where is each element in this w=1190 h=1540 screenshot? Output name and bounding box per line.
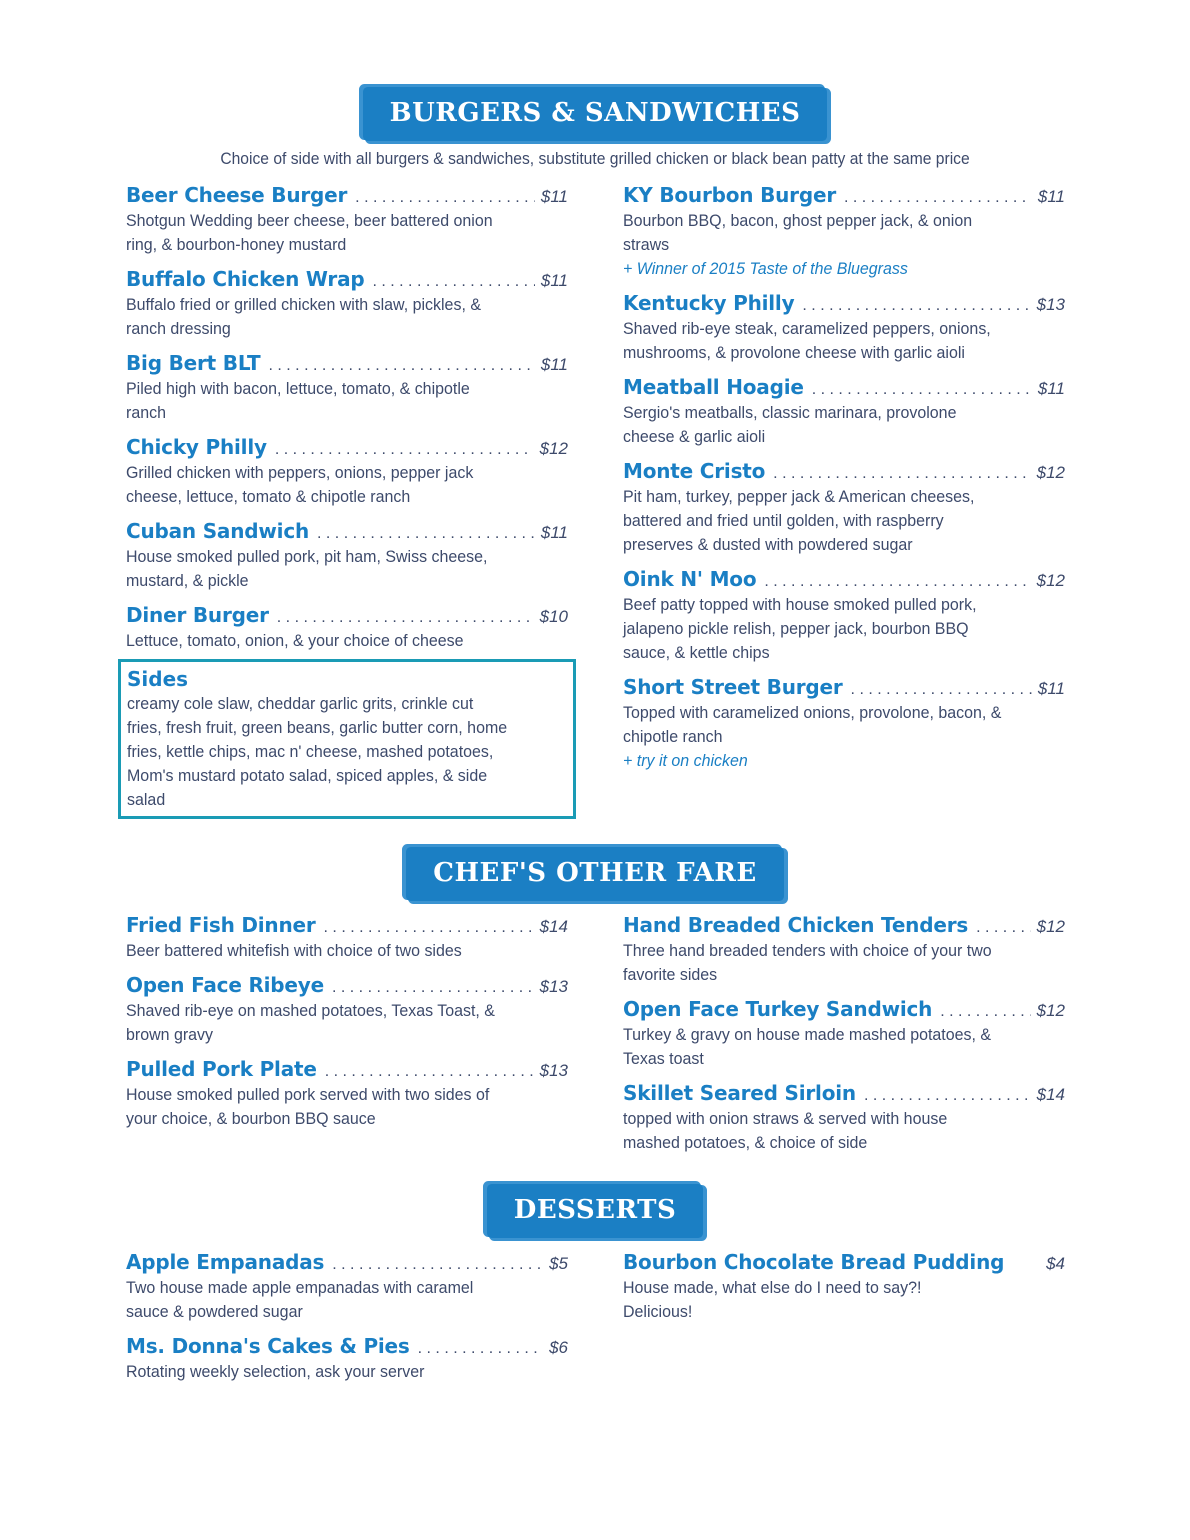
leader-dots bbox=[324, 919, 534, 937]
menu-item bbox=[623, 1250, 1065, 1324]
item-note: + try it on chicken bbox=[623, 751, 748, 770]
burgers-left-column bbox=[126, 183, 568, 819]
item-price: $11 bbox=[540, 271, 568, 290]
item-name: Open Face Ribeye bbox=[126, 973, 324, 997]
menu-item bbox=[126, 1334, 568, 1384]
item-price: $11 bbox=[1037, 379, 1065, 398]
item-description: House smoked pulled pork served with two sides of your choice, & bourbon BBQ sauce bbox=[126, 1085, 490, 1128]
item-description: House smoked pulled pork, pit ham, Swiss cheese, mustard, & pickle bbox=[126, 547, 488, 590]
item-price: $14 bbox=[1036, 1085, 1065, 1104]
item-name: Apple Empanadas bbox=[126, 1250, 325, 1274]
item-description: Pit ham, turkey, pepper jack & American cheeses, battered and fried until golden, with raspberry preserves & dusted with powdered sugar bbox=[623, 487, 975, 554]
item-price: $11 bbox=[1037, 679, 1065, 698]
item-name: Bourbon Chocolate Bread Pudding bbox=[623, 1250, 1005, 1274]
item-name: Chicky Philly bbox=[126, 435, 267, 459]
chefs-left-column bbox=[126, 913, 568, 1141]
menu-item bbox=[623, 1081, 1065, 1155]
item-price: $12 bbox=[1036, 463, 1065, 482]
item-description: Turkey & gravy on house made mashed potatoes, & Texas toast bbox=[623, 1025, 992, 1068]
menu-item bbox=[126, 603, 568, 653]
leader-dots bbox=[418, 1340, 543, 1358]
menu-item bbox=[126, 519, 568, 593]
item-price: $12 bbox=[1036, 571, 1065, 590]
leader-dots bbox=[325, 1063, 534, 1081]
menu-item bbox=[126, 183, 568, 257]
item-name: Short Street Burger bbox=[623, 675, 843, 699]
leader-dots bbox=[355, 189, 535, 207]
item-price: $13 bbox=[1036, 295, 1065, 314]
leader-dots bbox=[802, 297, 1030, 315]
sides-title: Sides bbox=[127, 667, 189, 691]
chefs-right-column bbox=[623, 913, 1065, 1165]
item-price: $12 bbox=[1036, 1001, 1065, 1020]
menu-item bbox=[126, 351, 568, 425]
menu-item bbox=[126, 973, 568, 1047]
item-price: $11 bbox=[540, 355, 568, 374]
menu-item bbox=[126, 267, 568, 341]
menu-item bbox=[126, 435, 568, 509]
leader-dots bbox=[372, 273, 534, 291]
item-price: $13 bbox=[539, 1061, 568, 1080]
item-name: Buffalo Chicken Wrap bbox=[126, 267, 365, 291]
item-description: Shaved rib-eye on mashed potatoes, Texas Toast, & brown gravy bbox=[126, 1001, 495, 1044]
item-name: Hand Breaded Chicken Tenders bbox=[623, 913, 969, 937]
leader-dots bbox=[269, 357, 535, 375]
item-name: KY Bourbon Burger bbox=[623, 183, 836, 207]
item-name: Beer Cheese Burger bbox=[126, 183, 348, 207]
burgers-right-column bbox=[623, 183, 1065, 783]
menu-item bbox=[623, 913, 1065, 987]
leader-dots bbox=[317, 525, 535, 543]
item-price: $13 bbox=[539, 977, 568, 996]
item-description: Beef patty topped with house smoked pulled pork, jalapeno pickle relish, pepper jack, bourbon BBQ sauce, & kettle chips bbox=[623, 595, 977, 662]
menu-item bbox=[623, 375, 1065, 449]
item-price: $12 bbox=[1036, 917, 1065, 936]
menu-item bbox=[623, 291, 1065, 365]
leader-dots bbox=[332, 1256, 543, 1274]
burgers-subtitle: Choice of side with all burgers & sandwiches, substitute grilled chicken or black bean patty at the same price bbox=[220, 149, 970, 168]
sides-description: creamy cole slaw, cheddar garlic grits, crinkle cut fries, fresh fruit, green beans, garlic butter corn, home fries, kettle chips, mac n' cheese, mashed potatoes, Mom's mustard potato salad, spiced apples, & side salad bbox=[127, 694, 508, 809]
item-price: $12 bbox=[539, 439, 568, 458]
item-note: + Winner of 2015 Taste of the Bluegrass bbox=[623, 259, 908, 278]
item-price: $11 bbox=[540, 187, 568, 206]
desserts-banner bbox=[0, 1187, 1190, 1235]
item-name: Kentucky Philly bbox=[623, 291, 795, 315]
menu-item bbox=[623, 675, 1065, 773]
menu-item bbox=[126, 1250, 568, 1324]
sides-box bbox=[118, 659, 576, 819]
item-price: $4 bbox=[1046, 1254, 1065, 1273]
leader-dots bbox=[976, 919, 1031, 937]
leader-dots bbox=[864, 1087, 1031, 1105]
item-price: $5 bbox=[549, 1254, 568, 1273]
item-name: Skillet Seared Sirloin bbox=[623, 1081, 856, 1105]
item-description: Sergio's meatballs, classic marinara, provolone cheese & garlic aioli bbox=[623, 403, 957, 446]
leader-dots bbox=[275, 441, 534, 459]
chefs-banner bbox=[0, 850, 1190, 898]
leader-dots bbox=[332, 979, 534, 997]
menu-item bbox=[126, 913, 568, 963]
item-name: Pulled Pork Plate bbox=[126, 1057, 317, 1081]
item-price: $14 bbox=[539, 917, 568, 936]
item-price: $11 bbox=[1037, 187, 1065, 206]
item-description: Buffalo fried or grilled chicken with slaw, pickles, & ranch dressing bbox=[126, 295, 481, 338]
item-description: Shaved rib-eye steak, caramelized peppers, onions, mushrooms, & provolone cheese with garlic aioli bbox=[623, 319, 991, 362]
item-name: Oink N' Moo bbox=[623, 567, 757, 591]
item-description: Topped with caramelized onions, provolone, bacon, & chipotle ranch bbox=[623, 703, 1002, 746]
item-description: topped with onion straws & served with house mashed potatoes, & choice of side bbox=[623, 1109, 948, 1152]
desserts-right-column bbox=[623, 1250, 1065, 1334]
leader-dots bbox=[844, 189, 1032, 207]
item-description: Two house made apple empanadas with caramel sauce & powdered sugar bbox=[126, 1278, 474, 1321]
leader-dots bbox=[940, 1003, 1030, 1021]
burgers-banner bbox=[0, 90, 1190, 138]
item-price: $11 bbox=[540, 523, 568, 542]
item-description: House made, what else do I need to say?! Delicious! bbox=[623, 1278, 922, 1321]
item-description: Grilled chicken with peppers, onions, pepper jack cheese, lettuce, tomato & chipotle ranch bbox=[126, 463, 474, 506]
menu-item bbox=[623, 183, 1065, 281]
section-title: CHEF'S OTHER FARE bbox=[409, 850, 780, 898]
menu-item bbox=[623, 459, 1065, 557]
desserts-left-column bbox=[126, 1250, 568, 1394]
leader-dots bbox=[773, 465, 1030, 483]
item-name: Monte Cristo bbox=[623, 459, 766, 483]
menu-item bbox=[623, 567, 1065, 665]
item-description: Lettuce, tomato, onion, & your choice of cheese bbox=[126, 631, 464, 650]
item-name: Fried Fish Dinner bbox=[126, 913, 316, 937]
item-description: Beer battered whitefish with choice of two sides bbox=[126, 941, 462, 960]
item-name: Open Face Turkey Sandwich bbox=[623, 997, 933, 1021]
item-description: Piled high with bacon, lettuce, tomato, & chipotle ranch bbox=[126, 379, 470, 422]
item-name: Cuban Sandwich bbox=[126, 519, 310, 543]
menu-item bbox=[126, 1057, 568, 1131]
item-name: Big Bert BLT bbox=[126, 351, 261, 375]
leader-dots bbox=[812, 381, 1032, 399]
leader-dots bbox=[851, 681, 1032, 699]
item-name: Diner Burger bbox=[126, 603, 269, 627]
section-title: DESSERTS bbox=[490, 1187, 700, 1235]
item-name: Ms. Donna's Cakes & Pies bbox=[126, 1334, 410, 1358]
leader-dots bbox=[277, 609, 534, 627]
item-description: Three hand breaded tenders with choice of your two favorite sides bbox=[623, 941, 992, 984]
item-description: Shotgun Wedding beer cheese, beer battered onion ring, & bourbon-honey mustard bbox=[126, 211, 493, 254]
menu-item bbox=[623, 997, 1065, 1071]
section-title: BURGERS & SANDWICHES bbox=[366, 90, 825, 138]
item-price: $10 bbox=[539, 607, 568, 626]
item-name: Meatball Hoagie bbox=[623, 375, 804, 399]
leader-dots bbox=[764, 573, 1030, 591]
item-description: Rotating weekly selection, ask your server bbox=[126, 1362, 425, 1381]
item-description: Bourbon BBQ, bacon, ghost pepper jack, & onion straws bbox=[623, 211, 973, 254]
item-price: $6 bbox=[549, 1338, 568, 1357]
